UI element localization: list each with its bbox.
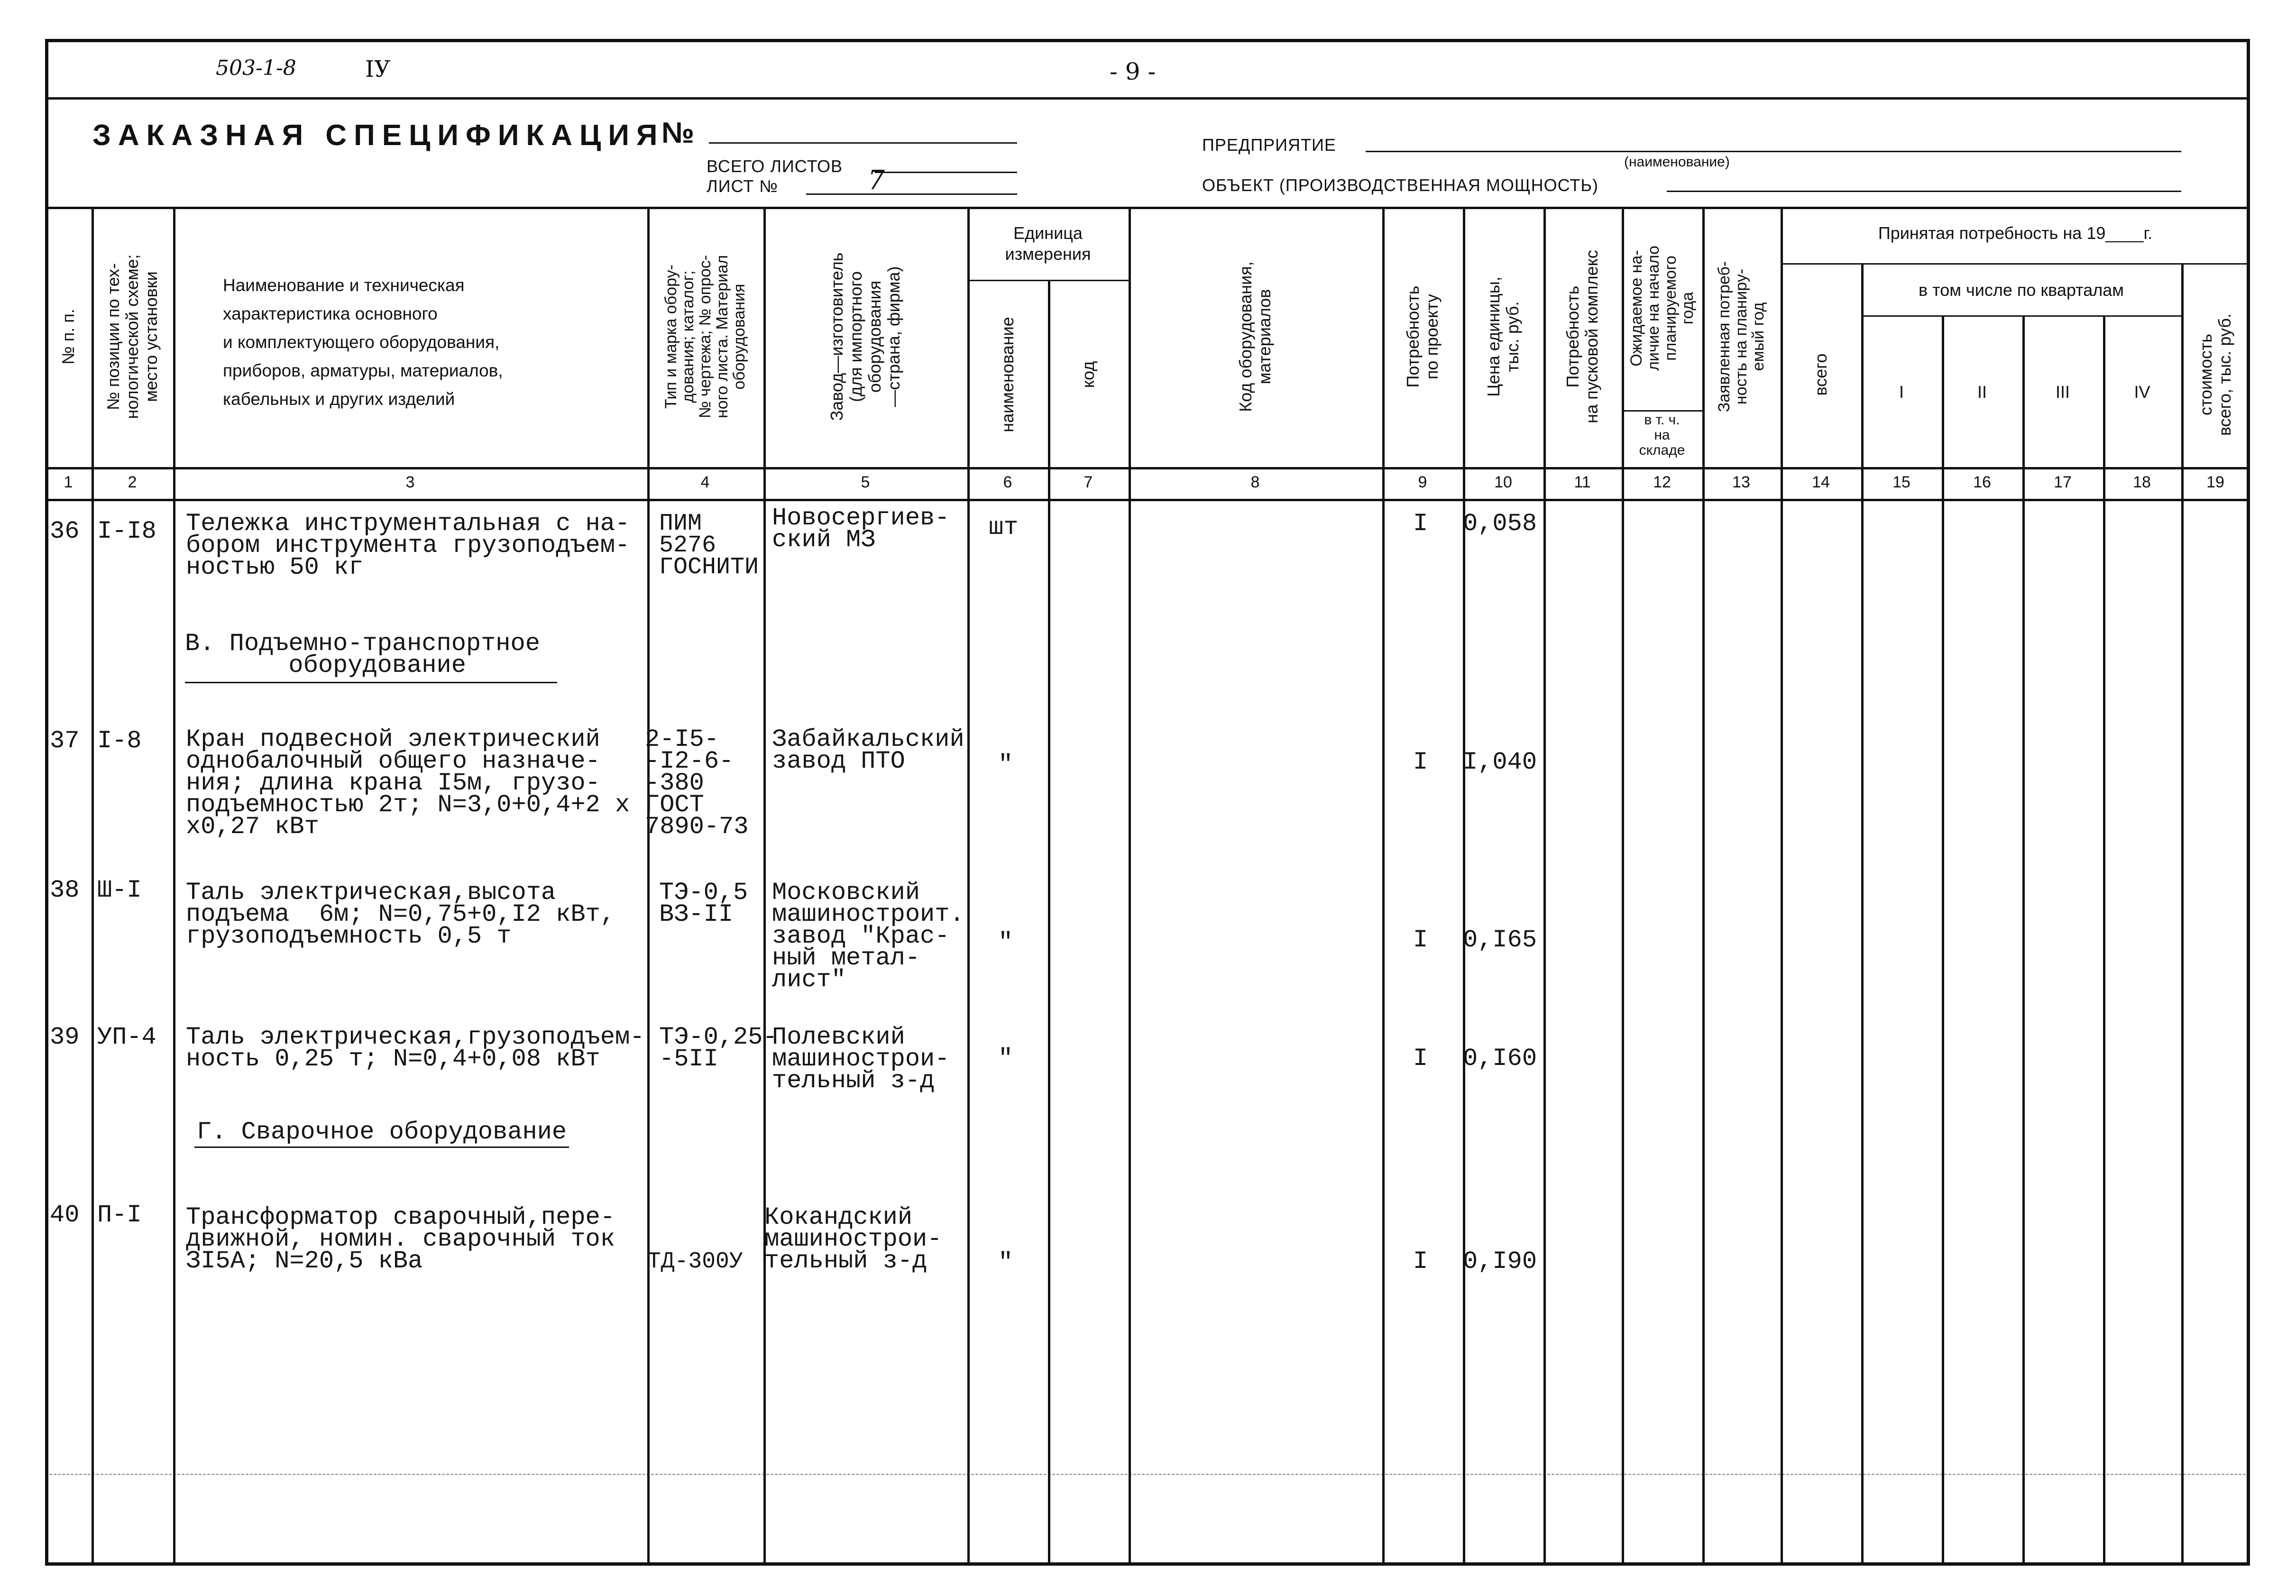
row-number: 39 — [50, 1023, 80, 1051]
col-header-unit-group: Единица измерения — [1005, 223, 1091, 264]
col-header-13: Заявленная потреб- ность на планиру- емый год — [1715, 261, 1767, 413]
row-maker: Забайкальский завод ПТО — [772, 725, 964, 775]
row-price: 0,I60 — [1463, 1045, 1537, 1073]
row-unit: " — [998, 1248, 1013, 1276]
row-position: УП-4 — [97, 1023, 156, 1051]
row-qty: I — [1413, 1045, 1428, 1073]
column-number: 1 — [64, 473, 73, 491]
row-unit: " — [998, 1045, 1013, 1073]
row-maker: Кокандский машинострои- тельный з-д — [764, 1203, 942, 1275]
column-number: 2 — [128, 473, 137, 491]
row-position: I-I8 — [97, 517, 156, 545]
page-number: - 9 - — [1110, 58, 1156, 85]
name-hint: (наименование) — [1624, 154, 1730, 170]
row-unit: шт — [989, 514, 1019, 541]
row-qty: I — [1413, 1247, 1428, 1275]
row-type: ПИМ 5276 ГОСНИТИ — [659, 510, 759, 581]
col-header-11: Потребность на пусковой комплекс — [1563, 250, 1601, 423]
column-number: 4 — [700, 473, 710, 491]
col-header-4: Тип и марка обору- дования; каталог; № чертежа; № опрос- ного листа. Материал оборудования — [662, 255, 748, 419]
col-header-15: I — [1899, 382, 1904, 402]
column-number: 18 — [2133, 473, 2151, 491]
col-header-2: № позиции по тех- нологической схеме; место установки — [103, 254, 161, 419]
row-position: I-8 — [97, 727, 142, 755]
column-number: 9 — [1418, 473, 1427, 491]
row-unit: " — [998, 751, 1013, 779]
enterprise-label: ПРЕДПРИЯТИЕ — [1202, 135, 1336, 155]
row-number: 40 — [50, 1201, 80, 1229]
col-header-16: II — [1977, 382, 1987, 402]
row-number: 36 — [50, 517, 80, 545]
faint-grid-line — [45, 1474, 2250, 1475]
row-unit: " — [998, 928, 1013, 956]
col-header-8: Код оборудования, материалов — [1236, 261, 1274, 412]
row-qty: I — [1413, 510, 1428, 538]
col-header-18: IV — [2134, 382, 2150, 402]
object-label: ОБЪЕКТ (ПРОИЗВОДСТВЕННАЯ МОЩНОСТЬ) — [1202, 175, 1598, 195]
header-separator — [45, 97, 2250, 100]
doc-code: 503-1-8 — [216, 56, 296, 80]
row-position: П-I — [97, 1201, 142, 1229]
col-header-quarters-group: в том числе по кварталам — [1918, 280, 2124, 300]
col-header-3: Наименование и техническая характеристика основного и комплектующего оборудования, приборов, арматуры, материалов, кабельных и других изделий — [223, 275, 503, 409]
row-name: Таль электрическая,высота подъема 6м; N=0,75+0,I2 кВт, грузоподъемность 0,5 т — [186, 879, 615, 950]
row-price: I,040 — [1463, 748, 1537, 776]
doc-part: IУ — [365, 56, 391, 83]
row-price: 0,I90 — [1463, 1247, 1537, 1275]
section-underline — [194, 1147, 569, 1148]
doc-title: ЗАКАЗНАЯ СПЕЦИФИКАЦИЯ — [92, 119, 665, 152]
sheet-label: ЛИСТ № — [707, 176, 778, 196]
row-type: ТД-300У — [647, 1249, 743, 1275]
spec-number-label: № — [661, 117, 695, 149]
column-number: 19 — [2206, 473, 2224, 491]
col-header-9: Потребность по проекту — [1403, 285, 1442, 388]
col-header-1: № п. п. — [58, 309, 78, 365]
row-price: 0,I65 — [1463, 926, 1537, 954]
row-name: Трансформатор сварочный,пере- движной, номин. сварочный ток ЗI5А; N=20,5 кВа — [186, 1203, 615, 1275]
row-type: ТЭ-0,5 ВЗ-II — [659, 879, 748, 928]
row-name: Тележка инструментальная с на- бором инструмента грузоподъем- ностью 50 кг — [186, 510, 630, 581]
col-header-12: Ожидаемое на- личие на начало планируемого года — [1627, 246, 1697, 371]
total-sheets-line — [875, 172, 1017, 173]
row-number: 37 — [50, 727, 80, 755]
col-header-accepted-group: Принятая потребность на 19____г. — [1878, 223, 2153, 243]
row-number: 38 — [50, 876, 80, 904]
col-header-19: стоимость всего, тыс. руб. — [2196, 313, 2234, 436]
column-number: 16 — [1973, 473, 1991, 491]
col-header-14: всего — [1811, 353, 1830, 396]
col-header-7: код — [1078, 361, 1098, 388]
spec-number-line — [709, 142, 1017, 144]
row-position: Ш-I — [97, 876, 142, 904]
column-number: 13 — [1732, 473, 1750, 491]
object-line — [1667, 191, 2181, 192]
section-heading-welding: Г. Сварочное оборудование — [197, 1118, 567, 1146]
row-qty: I — [1413, 748, 1428, 776]
row-qty: I — [1413, 926, 1428, 954]
section-heading-lifting: В. Подъемно-транспортное оборудование — [185, 630, 540, 679]
row-type: ТЭ-0,25- -5II — [659, 1023, 778, 1073]
column-number: 12 — [1653, 473, 1671, 491]
row-price: 0,058 — [1463, 510, 1537, 538]
column-number: 6 — [1003, 473, 1012, 491]
sheet-line — [806, 193, 1017, 195]
table-top-border — [45, 207, 2250, 209]
col-header-12-sub: в т. ч. на складе — [1639, 412, 1685, 458]
row-type: 2-I5- -I2-6- -380 ГОСТ 7890-73 — [645, 725, 749, 841]
column-number: 15 — [1892, 473, 1910, 491]
sheet-value: 7 — [868, 165, 885, 196]
column-number: 14 — [1812, 473, 1830, 491]
col-header-5: Завод—изготовитель (для импортного оборудования —страна, фирма) — [827, 252, 903, 421]
enterprise-line — [1366, 151, 2181, 152]
column-number: 7 — [1084, 473, 1093, 491]
col-header-17: III — [2055, 382, 2070, 402]
column-number: 3 — [405, 473, 415, 491]
col-header-6: наименование — [998, 317, 1017, 432]
column-number: 10 — [1494, 473, 1512, 491]
total-sheets-label: ВСЕГО ЛИСТОВ — [707, 156, 843, 176]
col-header-10: Цена единицы, тыс. руб. — [1484, 276, 1522, 397]
column-number: 11 — [1574, 473, 1591, 491]
row-maker: Московский машиностроит. завод "Крас- ный метал- лист" — [772, 879, 964, 994]
row-name: Кран подвесной электрический однобалочный общего назначе- ния; длина крана I5м, грузо- подъемностью 2т; N=3,0+0,4+2 x x0,27 кВт — [186, 725, 630, 841]
row-name: Таль электрическая,грузоподъем- ность 0,25 т; N=0,4+0,08 кВт — [186, 1023, 645, 1073]
row-maker: Полевский машинострои- тельный з-д — [772, 1023, 950, 1095]
column-number: 8 — [1250, 473, 1260, 491]
column-number: 5 — [861, 473, 870, 491]
row-maker: Новосергиев- ский МЗ — [772, 504, 950, 554]
section-underline — [185, 682, 557, 683]
column-number: 17 — [2054, 473, 2072, 491]
